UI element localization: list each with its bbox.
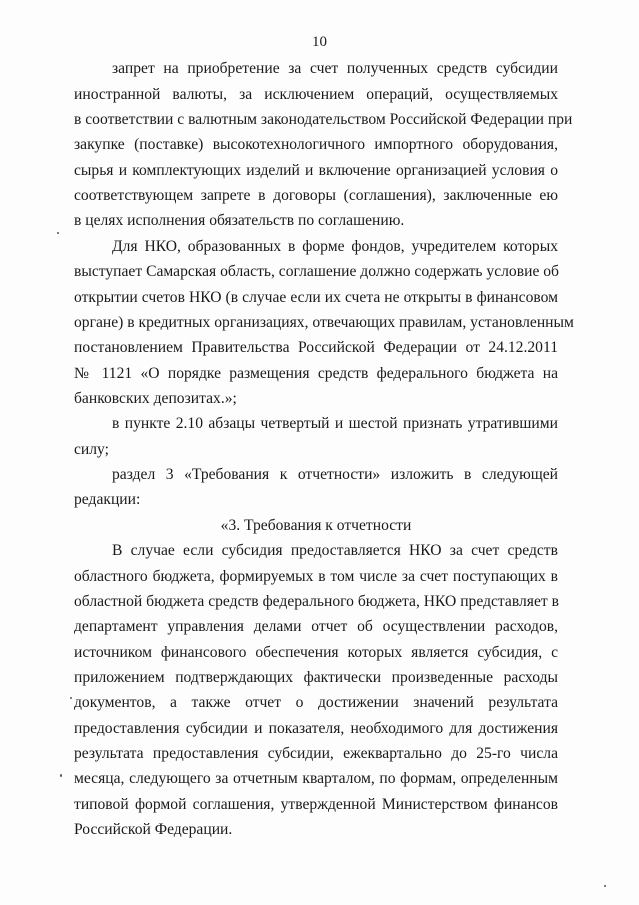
text-line: Российской Федерации. [74,821,233,838]
text-line: документов, а также отчет о достижении значений результата [74,694,558,711]
scan-speck [70,697,72,699]
text-line: в целях исполнения обязательств по соглашению. [74,212,405,229]
text-line: В случае если субсидия предоставляется НКО за счет средств [112,542,558,559]
text-line: областного бюджета, формируемых в том числе за счет поступающих в [74,568,558,585]
section-heading: «3. Требования к отчетности [220,517,412,534]
text-line: раздел 3 «Требования к отчетности» изложить в следующей [112,466,558,483]
scan-speck [57,232,59,234]
text-line: Для НКО, образованных в форме фондов, учредителем которых [112,238,558,255]
text-line: силу; [74,441,109,458]
text-line: в пункте 2.10 абзацы четвертый и шестой признать утратившими [112,415,558,432]
text-line: выступает Самарская область, соглашение должно содержать условие об [74,263,559,280]
text-line: приложением подтверждающих фактически произведенные расходы [74,669,558,686]
text-line: месяца, следующего за отчетным кварталом, по формам, определенным [74,770,558,787]
text-line: органе) в кредитных организациях, отвечающих правилам, установленным [74,314,574,331]
scan-speck [604,885,606,887]
text-line: соответствующем запрете в договоры (соглашения), заключенные ею [74,187,558,204]
text-line: департамент управления делами отчет об осуществлении расходов, [74,618,558,635]
text-line: источником финансового обеспечения которых является субсидия, с [74,644,558,661]
text-line: закупке (поставке) высокотехнологичного импортного оборудования, [74,136,558,153]
page-number: 10 [312,34,327,50]
text-line: сырья и комплектующих изделий и включение организацией условия о [74,162,558,179]
text-line: в соответствии с валютным законодательством Российской Федерации при [74,111,573,128]
text-line: типовой формой соглашения, утвержденной Министерством финансов [74,796,558,813]
text-line: редакции: [74,491,141,508]
text-line: результата предоставления субсидии, ежеквартально до 25-го числа [74,745,558,762]
text-line: предоставления субсидии и показателя, необходимого для достижения [74,720,558,737]
text-line: № 1121 «О порядке размещения средств федерального бюджета на [74,365,558,382]
text-line: открытии счетов НКО (в случае если их счета не открыты в финансовом [74,289,558,306]
text-line: областной бюджета средств федерального бюджета, НКО представляет в [74,593,559,610]
text-line: запрет на приобретение за счет полученных средств субсидии [112,60,558,77]
scan-speck [60,774,62,777]
text-line: банковских депозитах.»; [74,390,237,407]
text-line: постановлением Правительства Российской Федерации от 24.12.2011 [74,339,558,356]
text-line: иностранной валюты, за исключением операций, осуществляемых [74,86,558,103]
